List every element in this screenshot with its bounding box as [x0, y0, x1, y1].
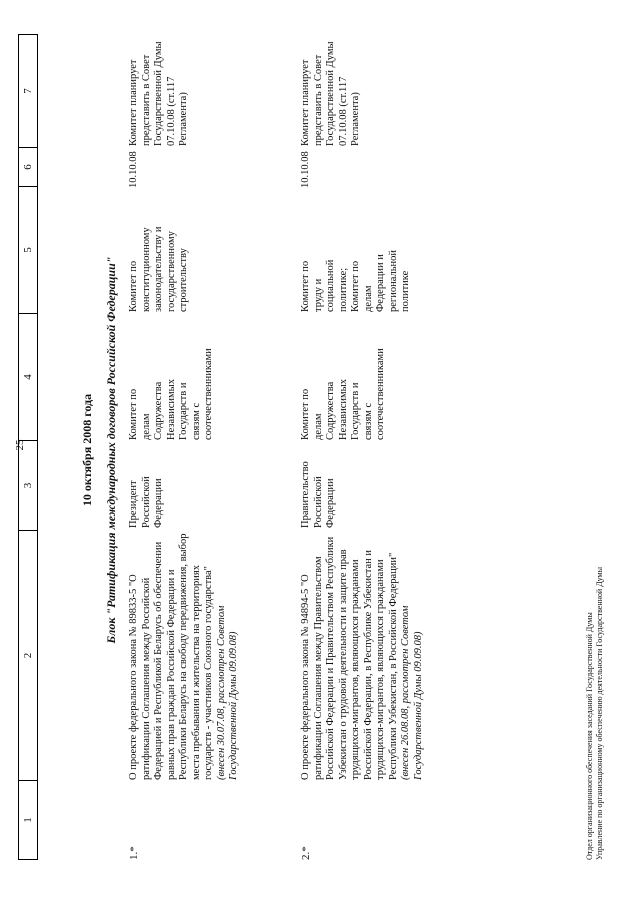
row-2-title-cell	[300, 532, 425, 780]
column-number-3: 3	[18, 440, 38, 531]
column-number-6: 6	[18, 147, 38, 187]
footer-line-2: Управление по организационному обеспечению деятельности Государственной Думы	[595, 567, 604, 860]
row-1-subject: Президент Российской Федерации	[128, 476, 164, 528]
row-1-co-committee: Комитет по конституционному законодательству и государственному строительству	[128, 226, 189, 312]
footer-line-1: Отдел организационного обеспечения заседаний Государственной Думы	[585, 612, 594, 860]
column-number-4: 4	[18, 313, 38, 441]
column-number-1: 1	[18, 780, 38, 860]
row-2-subject: Правительство Российской Федерации	[300, 461, 336, 528]
row-1-number: 1.*	[128, 846, 140, 860]
page-number: 25	[14, 439, 26, 451]
row-2-proposal: Комитет планирует представить в Совет Государственной Думы 07.10.08 (ст.117 Регламента)	[300, 41, 361, 146]
row-2-note: (внесен 26.08.08, рассмотрен Советом Государственной Думы 09.09.08)	[400, 605, 424, 780]
row-2-committee: Комитет по делам Содружества Независимых Государств и связям с соотечественниками	[300, 348, 386, 440]
column-number-2: 2	[18, 530, 38, 781]
footer	[585, 567, 605, 860]
row-2-title: О проекте федерального закона № 94894-5 "О ратификации Соглашения между Правительством Российской Федерации и Правительством Республики Узбекистан о трудовой деятельности и защите прав трудящихся-мигрантов, являющихся гражданами Российской Федерации, в Республике Узбекистан и трудящихся-мигрантов, являющихся гражданами Республики Узбекистан, в Российской Федерации"	[300, 536, 399, 780]
row-1-title: О проекте федерального закона № 89833-5 "О ратификации Соглашения между Российской Федерацией и Республикой Беларусь об обеспечении равных прав граждан Российской Федерации и Республики Беларусь на свободу передвижения, выбор места пребывания и жительства на территориях государств - участников Союзного государства"	[128, 533, 214, 780]
date-heading: 10 октября 2008 года	[80, 393, 94, 507]
row-2-number: 2.*	[300, 846, 312, 860]
row-1-title-cell	[128, 532, 241, 780]
column-number-7: 7	[18, 34, 38, 148]
row-2-co-committee: Комитет по труду и социальной политике; Комитет по делам Федерации и региональной политике	[300, 250, 411, 312]
column-number-5: 5	[18, 186, 38, 314]
block-heading: Блок "Ратификация международных договоров Российской Федерации"	[104, 256, 118, 644]
row-2-date: 10.10.08	[300, 151, 311, 188]
row-1-note: (внесен 30.07.08, рассмотрен Советом Государственной Думы 09.09.08)	[215, 605, 239, 780]
row-1-proposal: Комитет планирует представить в Совет Государственной Думы 07.10.08 (ст.117 Регламента)	[128, 41, 189, 146]
row-1-date: 10.10.08	[128, 151, 139, 188]
row-1-committee: Комитет по делам Содружества Независимых Государств и связям с соотечественниками	[128, 348, 214, 440]
